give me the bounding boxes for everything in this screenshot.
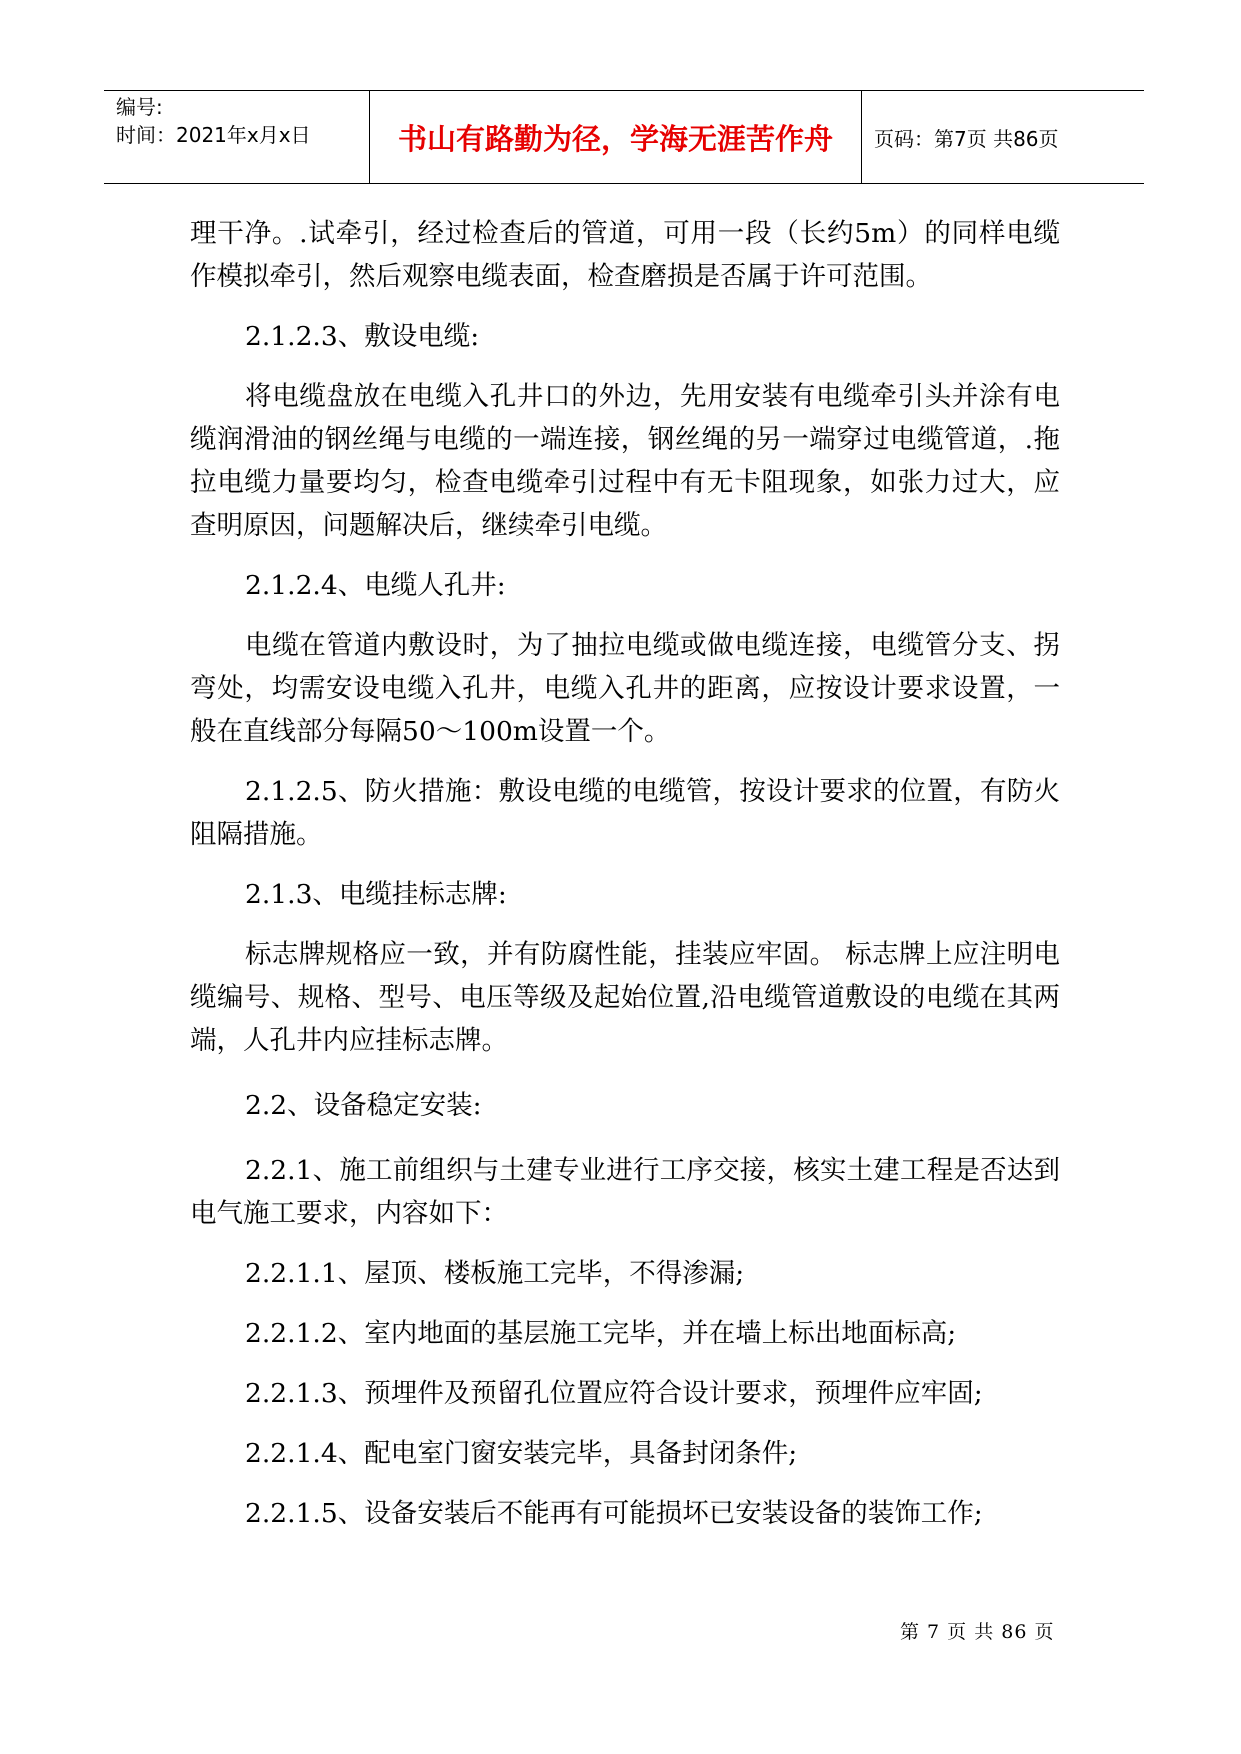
document-body <box>190 212 1060 1535</box>
paragraph: 2.2.1、施工前组织与土建专业进行工序交接，核实土建工程是否达到电气施工要求，内容如下： <box>190 1155 1060 1229</box>
paragraph: 理干净。.试牵引，经过检查后的管道，可用一段（长约5m）的同样电缆作模拟牵引，然后观察电缆表面，检查磨损是否属于许可范围。 <box>190 218 1060 292</box>
header-motto: 书山有路勤为径，学海无涯苦作舟 <box>370 91 862 183</box>
section-heading: 2.1.3、电缆挂标志牌: <box>245 879 507 910</box>
list-item: 2.2.1.3、预埋件及预留孔位置应符合设计要求，预埋件应牢固; <box>245 1378 983 1409</box>
list-item: 2.2.1.2、室内地面的基层施工完毕，并在墙上标出地面标高; <box>245 1318 957 1349</box>
section-heading: 2.1.2.3、敷设电缆: <box>245 321 480 352</box>
header-meta <box>104 91 370 183</box>
page-header <box>104 90 1144 184</box>
header-page-number: 页码：第7页 共86页 <box>874 126 1059 151</box>
page-footer: 第 7 页 共 86 页 <box>900 1621 1055 1643</box>
section-heading: 2.1.2.4、电缆人孔井: <box>245 570 506 601</box>
list-item: 2.2.1.4、配电室门窗安装完毕，具备封闭条件; <box>245 1438 798 1469</box>
document-date: 时间：2021年x月x日 <box>116 123 311 147</box>
paragraph: 标志牌规格应一致，并有防腐性能，挂装应牢固。 标志牌上应注明电缆编号、规格、型号、电压等级及起始位置,沿电缆管道敷设的电缆在其两端，人孔井内应挂标志牌。 <box>190 939 1060 1056</box>
list-item: 2.2.1.5、设备安装后不能再有可能损坏已安装设备的装饰工作; <box>245 1498 983 1529</box>
list-item: 2.2.1.1、屋顶、楼板施工完毕，不得渗漏; <box>245 1258 745 1289</box>
section-heading: 2.2、设备稳定安装: <box>245 1090 482 1121</box>
paragraph: 电缆在管道内敷设时，为了抽拉电缆或做电缆连接，电缆管分支、拐弯处，均需安设电缆入孔井，电缆入孔井的距离，应按设计要求设置，一般在直线部分每隔50～100m设置一个。 <box>190 630 1060 747</box>
paragraph: 2.1.2.5、防火措施：敷设电缆的电缆管，按设计要求的位置，有防火阻隔措施。 <box>190 776 1060 850</box>
paragraph: 将电缆盘放在电缆入孔井口的外边，先用安装有电缆牵引头并涂有电缆润滑油的钢丝绳与电缆的一端连接，钢丝绳的另一端穿过电缆管道，.拖拉电缆力量要均匀，检查电缆牵引过程中有无卡阻现象，如张力过大，应查明原因，问题解决后，继续牵引电缆。 <box>190 381 1060 541</box>
document-number-label: 编号: <box>116 95 163 119</box>
